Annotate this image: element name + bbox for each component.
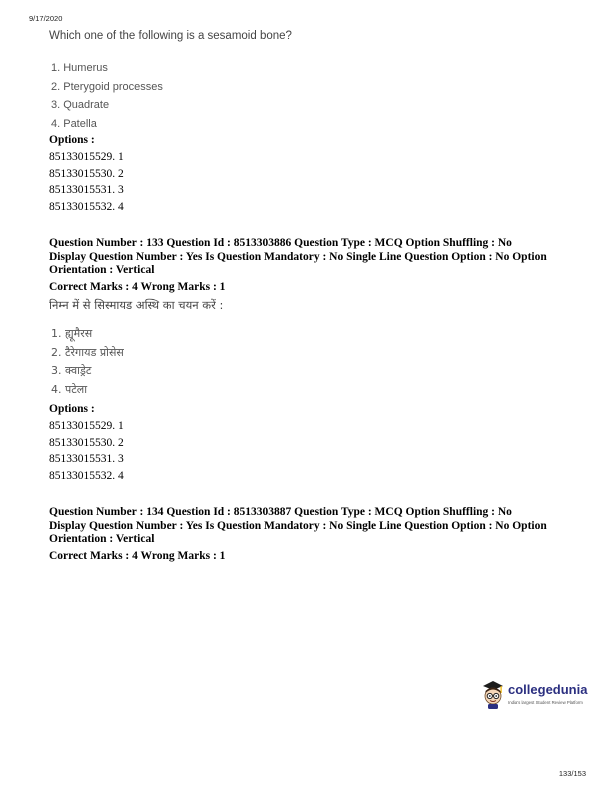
question-text: निम्न में से सिस्मायड अस्थि का चयन करें :	[49, 298, 224, 312]
print-date: 9/17/2020	[29, 14, 63, 23]
choice-item: 1. Humerus	[51, 62, 108, 74]
options-label: Options :	[49, 134, 95, 146]
option-id: 85133015529. 1	[49, 420, 124, 432]
options-list	[49, 418, 124, 484]
choice-list	[51, 325, 124, 399]
meta-line: Display Question Number : Yes Is Question Mandatory : No Single Line Question Option : No Option	[49, 250, 547, 263]
choice-item: 1. ह्यूमैरस	[51, 327, 93, 340]
mascot-icon	[480, 680, 506, 710]
choice-item: 3. Quadrate	[51, 99, 110, 111]
logo-tagline: India's largest Student Review Platform	[508, 700, 583, 705]
choice-item: 3. क्वाड्रेट	[51, 364, 92, 377]
option-id: 85133015532. 4	[49, 469, 124, 482]
choice-item: 2. टैरेगायड प्रोसेस	[51, 345, 124, 359]
option-id: 85133015531. 3	[49, 453, 124, 465]
options-list	[49, 149, 124, 215]
option-id: 85133015531. 3	[49, 184, 124, 196]
options-label: Options :	[49, 403, 95, 415]
question-text: Which one of the following is a sesamoid bone?	[49, 30, 292, 42]
logo-name: collegedunia	[508, 682, 588, 697]
choice-item: 4. Patella	[51, 117, 97, 130]
marks-line: Correct Marks : 4 Wrong Marks : 1	[49, 550, 226, 562]
meta-line: Display Question Number : Yes Is Question Mandatory : No Single Line Question Option : No Option	[49, 519, 547, 532]
meta-line: Orientation : Vertical	[49, 264, 155, 277]
page-number: 133/153	[558, 769, 586, 778]
meta-line: Question Number : 133 Question Id : 8513303886 Question Type : MCQ Option Shuffling : No	[49, 237, 512, 249]
choice-item: 4. पटेला	[51, 382, 88, 396]
choice-list	[51, 59, 163, 133]
collegedunia-logo	[480, 680, 588, 714]
meta-line: Question Number : 134 Question Id : 8513303887 Question Type : MCQ Option Shuffling : No	[49, 506, 512, 518]
question-meta	[49, 237, 579, 278]
choice-item: 2. Pterygoid processes	[51, 80, 163, 93]
option-id: 85133015530. 2	[49, 167, 124, 180]
meta-line: Orientation : Vertical	[49, 533, 155, 546]
option-id: 85133015530. 2	[49, 436, 124, 449]
question-meta	[49, 506, 579, 547]
option-id: 85133015529. 1	[49, 151, 124, 163]
option-id: 85133015532. 4	[49, 200, 124, 213]
marks-line: Correct Marks : 4 Wrong Marks : 1	[49, 281, 226, 293]
